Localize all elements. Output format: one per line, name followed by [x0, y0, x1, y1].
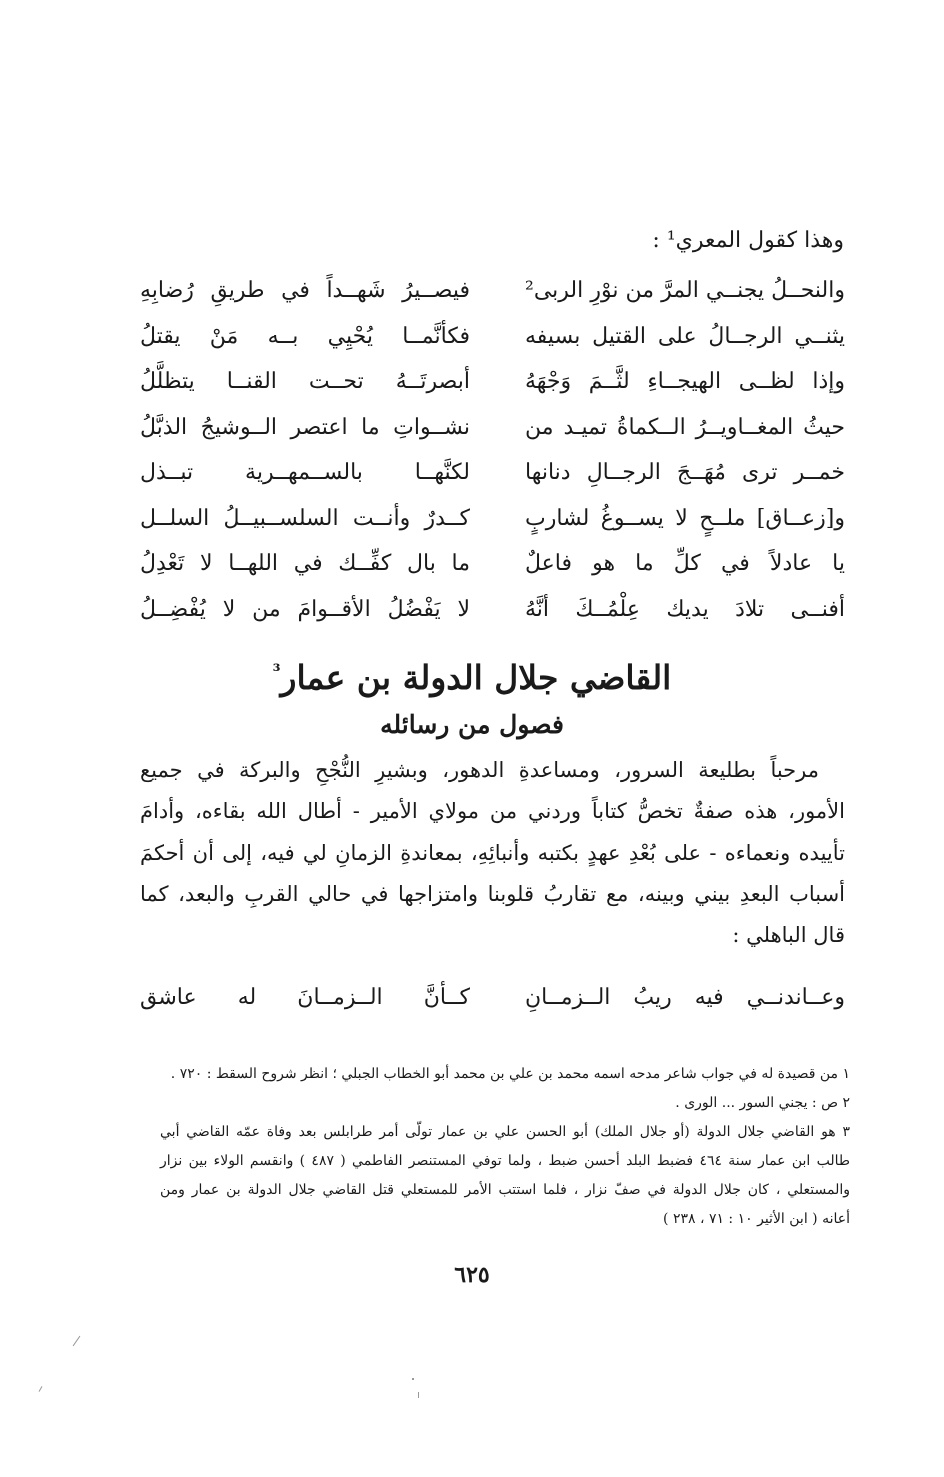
intro-line: وهذا كقول المعري¹ :: [652, 228, 844, 253]
section-title: [0, 658, 944, 697]
poem-verse: [140, 460, 845, 506]
scan-speck: [73, 1336, 81, 1346]
poem: [140, 278, 845, 642]
prose-line: مرحباً بطليعة السرور، ومساعدةِ الدهور، وبشيرِ النُّجْحِ والبركة في جميع: [140, 758, 819, 782]
verse-first-hemistich: وإذا لظــى الهيجــاءِ لثَّــمَ وَجْهَهُ: [525, 369, 845, 394]
footnote-continuation: طالب ابن عمار سنة ٤٦٤ فضبط البلد أحسن ضبط ، ولما توفي المستنصر الفاطمي ( ٤٨٧ ) وانقسم الولاء بين نزار: [160, 1153, 851, 1169]
verse-first-hemistich: أفنــى تلادَ يديك عِلْمُــكَ أنَّهُ: [525, 596, 845, 622]
verse-second-hemistich: فكأنَّمــا يُحْيِي بــه مَنْ يقتلُ: [140, 323, 470, 349]
poem-verse: [140, 415, 845, 461]
verse-second-hemistich: ما بال كفِّــك في اللهــا لا تَعْدِلُ: [140, 551, 470, 576]
verse-first-hemistich: يثنــي الرجــالُ على القتيل بسيفه: [525, 323, 845, 349]
verse-second-hemistich: نشــواتِ ما اعتصر الــوشيجُ الذبَّلُ: [140, 414, 470, 440]
verse-second-hemistich: لا يَفْضُلُ الأقــوامَ من لا يُفْضِــلُ: [140, 596, 470, 622]
scan-speck: [418, 1392, 419, 1398]
prose-line: أسباب البعدِ بيني وبينه، مع تقاربُ قلوبنا وامتزاجها في حالي القربِ والبعد، كما: [140, 881, 845, 906]
verse-first-hemistich: و[زعــاق] ملــحٍ لا يســوغُ لشاربٍ: [525, 505, 845, 531]
section-title-text: القاضي جلال الدولة بن عمار: [280, 658, 672, 697]
verse-second-hemistich: فيصــيرُ شَهــداً في طريقِ رُضابِهِ: [140, 278, 470, 303]
poem-verse: [140, 551, 845, 597]
verse-first-hemistich: حيثُ المغــاويــرُ الــكماةُ تميـد من: [525, 414, 845, 440]
footnotes: [160, 1066, 850, 1240]
verse-second-hemistich: كــأنَّ الــزمــانَ له عاشق: [140, 985, 470, 1010]
poem-verse: [140, 278, 845, 324]
prose-line: تأييده ونعماءه - على بُعْدِ عهدٍ بكتبه وأنبائِهِ، بمعاندةِ الزمانِ لي فيه، إلى أن أحكمَ: [140, 840, 845, 865]
footnote-continuation: أعانه ( ابن الأثير ١٠ : ٧١ ، ٢٣٨ ): [663, 1211, 850, 1227]
verse-second-hemistich: لكنَّهــا بالســمهــرية تبــذل: [140, 460, 470, 485]
prose-line: قال الباهلي :: [732, 923, 845, 948]
poem-verse: [140, 369, 845, 415]
verse-first-hemistich: خمــر ترى مُهَــجَ الرجــالِ دنانها: [525, 460, 845, 485]
verse-second-hemistich: أبصرتَــهُ تحــت القنــا يتظلَّلُ: [140, 369, 470, 394]
footnote: ١ من قصيدة له في جواب شاعر مدحه اسمه محمد بن علي بن محمد أبو الخطاب الجبلي ؛ انظر شروح السقط : ٧٢٠ .: [170, 1066, 850, 1082]
poem-verse: [140, 506, 845, 552]
poem-verse: [140, 324, 845, 370]
verse-first-hemistich: وعــاندنــي فيه ريبُ الــزمــانِ: [525, 985, 845, 1010]
verse-first-hemistich: يا عادلاً في كلِّ ما هو فاعلٌ: [525, 551, 845, 576]
footnote-marker: ³: [272, 661, 281, 682]
footnote: ٣ هو القاضي جلال الدولة (أو جلال الملك) أبو الحسن علي بن عمار تولّى أمر طرابلس بعد وفاة عمّه القاضي أبي: [160, 1124, 850, 1140]
verse-first-hemistich: والنحــلُ يجنــي المرَّ من نوْرِ الربى²: [525, 278, 845, 303]
prose-line: الأمور، هذه صفةٌ تخصُّ كتاباً وردني من مولاي الأمير - أطال الله بقاءه، وأدامَ: [140, 799, 845, 824]
scan-speck: [39, 1386, 43, 1392]
footnote-continuation: والمستعلي ، كان جلال الدولة في صفّ نزار ، فلما استتب الأمر للمستعلي قتل القاضي جلال الدولة بن عمار ومن: [160, 1182, 850, 1198]
scan-speck: [412, 1378, 414, 1380]
footnote: ٢ ص : يجني السور ... الورى .: [675, 1095, 850, 1111]
quoted-verse: [140, 985, 845, 1025]
prose-paragraph: [140, 758, 845, 964]
section-subtitle: فصول من رسائله: [380, 710, 564, 739]
verse-second-hemistich: كــدرٌ وأنــت السلســبيــلُ السلــل: [140, 505, 470, 531]
page-number: ٦٢٥: [454, 1262, 490, 1288]
poem-verse: [140, 597, 845, 643]
